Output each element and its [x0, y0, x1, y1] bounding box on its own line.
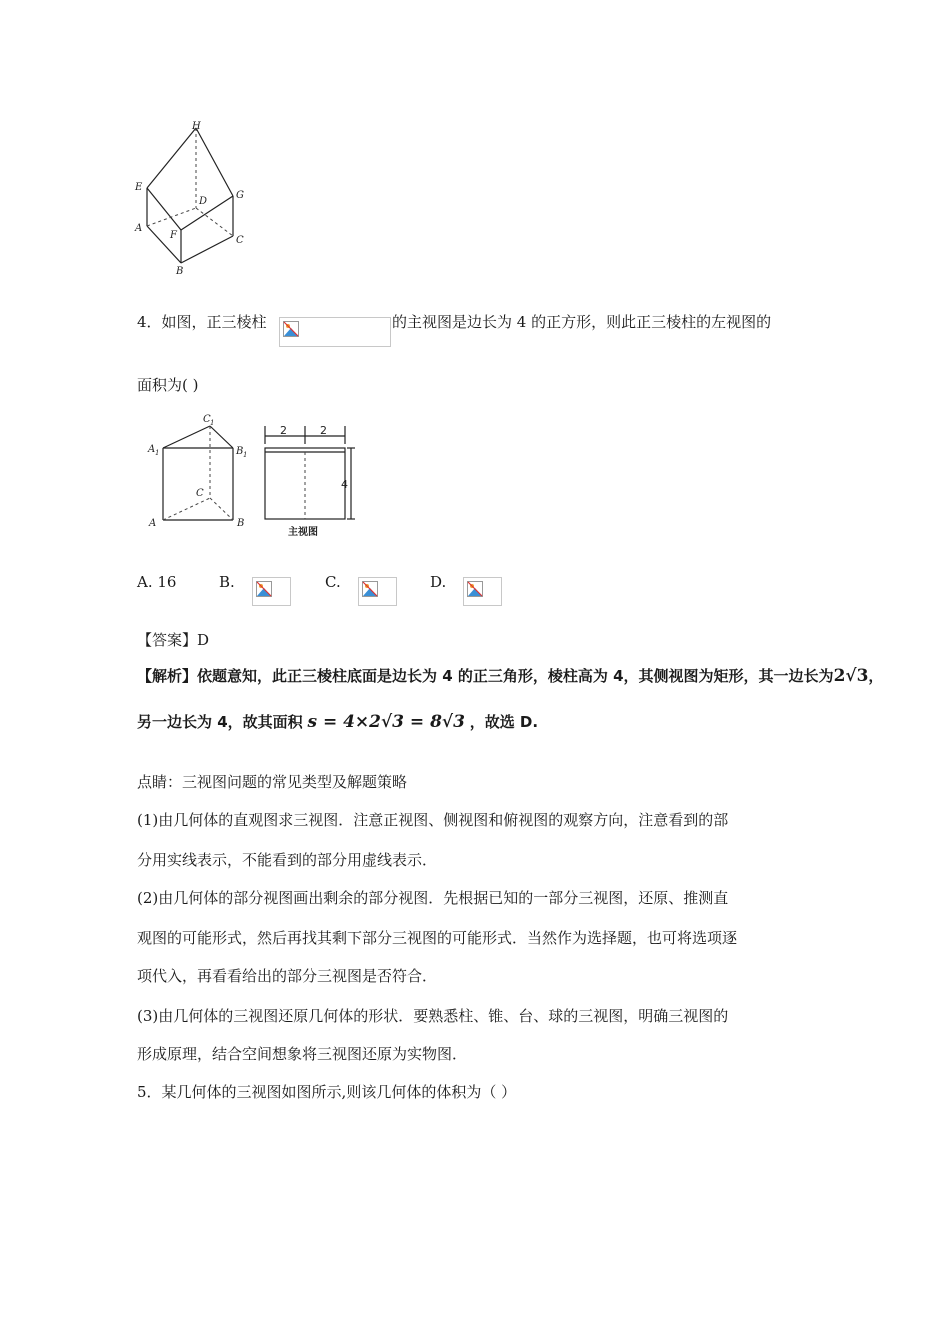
option-a: A. 16	[137, 573, 177, 591]
math-2-root3: 2√3	[833, 666, 869, 686]
option-c: C.	[325, 573, 341, 591]
prism-label-b1: B	[236, 446, 244, 457]
dim-right-2: 2	[320, 424, 327, 437]
label-f: F	[170, 230, 177, 241]
option-d-image	[463, 577, 502, 606]
analysis-text-3: ，故选 D.	[469, 713, 539, 731]
analysis-text-2: 另一边长为 4，故其面积	[137, 713, 303, 731]
prism-label-a: A	[149, 518, 157, 529]
broken-image-icon	[256, 581, 272, 597]
analysis-tag: 【解析】	[137, 667, 198, 685]
notes-p2-line2: 观图的可能形式，然后再找其剩下部分三视图的可能形式．当然作为选择题，也可将选项逐	[137, 929, 738, 947]
math-area-formula: s = 4×2√3 = 8√3	[307, 712, 465, 732]
notes-p3-line2: 形成原理，结合空间想象将三视图还原为实物图．	[137, 1045, 468, 1063]
notes-p1-line1: (1)由几何体的直观图求三视图．注意正视图、侧视图和俯视图的观察方向，注意看到的部	[137, 811, 729, 829]
prism-label-b1-sub: 1	[243, 451, 248, 459]
q4-formula-image	[279, 317, 391, 347]
notes-p2-line3: 项代入，再看看给出的部分三视图是否符合．	[137, 967, 438, 985]
prism-label-a1: A	[148, 444, 156, 455]
prism-label-b: B	[237, 518, 245, 529]
answer-label: 【答案】D	[137, 631, 210, 649]
prism-figure	[143, 408, 253, 534]
label-h: H	[192, 121, 201, 132]
label-a: A	[135, 223, 143, 234]
broken-image-icon	[362, 581, 378, 597]
notes-p1-line2: 分用实线表示，不能看到的部分用虚线表示．	[137, 851, 438, 869]
label-g: G	[236, 190, 244, 201]
prism-label-a1-sub: 1	[155, 449, 160, 457]
dim-height-4: 4	[341, 478, 348, 491]
prism-label-c1: C	[203, 414, 211, 425]
dim-left-2: 2	[280, 424, 287, 437]
analysis-comma: ，	[868, 667, 884, 685]
option-b: B.	[219, 573, 235, 591]
front-view-figure	[258, 418, 358, 542]
q4-text-3: 面积为( )	[137, 376, 199, 394]
prism-label-c1-sub: 1	[210, 419, 215, 427]
notes-p3-line1: (3)由几何体的三视图还原几何体的形状．要熟悉柱、锥、台、球的三视图，明确三视图的	[137, 1007, 729, 1025]
label-b: B	[176, 266, 184, 277]
broken-image-icon	[283, 321, 299, 337]
broken-image-icon	[467, 581, 483, 597]
analysis-text-1: 依题意知，此正三棱柱底面是边长为 4 的正三角形，棱柱高为 4，其侧视图为矩形，其一边长为	[197, 667, 834, 685]
front-view-caption: 主视图	[288, 527, 318, 538]
analysis-line-2	[137, 712, 538, 732]
option-b-image	[252, 577, 291, 606]
option-c-image	[358, 577, 397, 606]
label-c: C	[236, 235, 244, 246]
polyhedron-figure	[128, 118, 258, 278]
notes-title: 点睛：三视图问题的常见类型及解题策略	[137, 773, 408, 791]
option-d: D.	[430, 573, 447, 591]
prism-label-c: C	[196, 488, 204, 499]
q5-text: 5．某几何体的三视图如图所示,则该几何体的体积为（ ）	[137, 1083, 517, 1101]
q4-text-2: 的主视图是边长为 4 的正方形，则此正三棱柱的左视图的	[392, 313, 772, 331]
label-e: E	[135, 182, 143, 193]
label-d: D	[199, 196, 208, 207]
analysis-line-1	[137, 666, 883, 686]
q4-text-1: 4．如图，正三棱柱	[137, 313, 267, 331]
notes-p2-line1: (2)由几何体的部分视图画出剩余的部分视图．先根据已知的一部分三视图，还原、推测直	[137, 889, 729, 907]
